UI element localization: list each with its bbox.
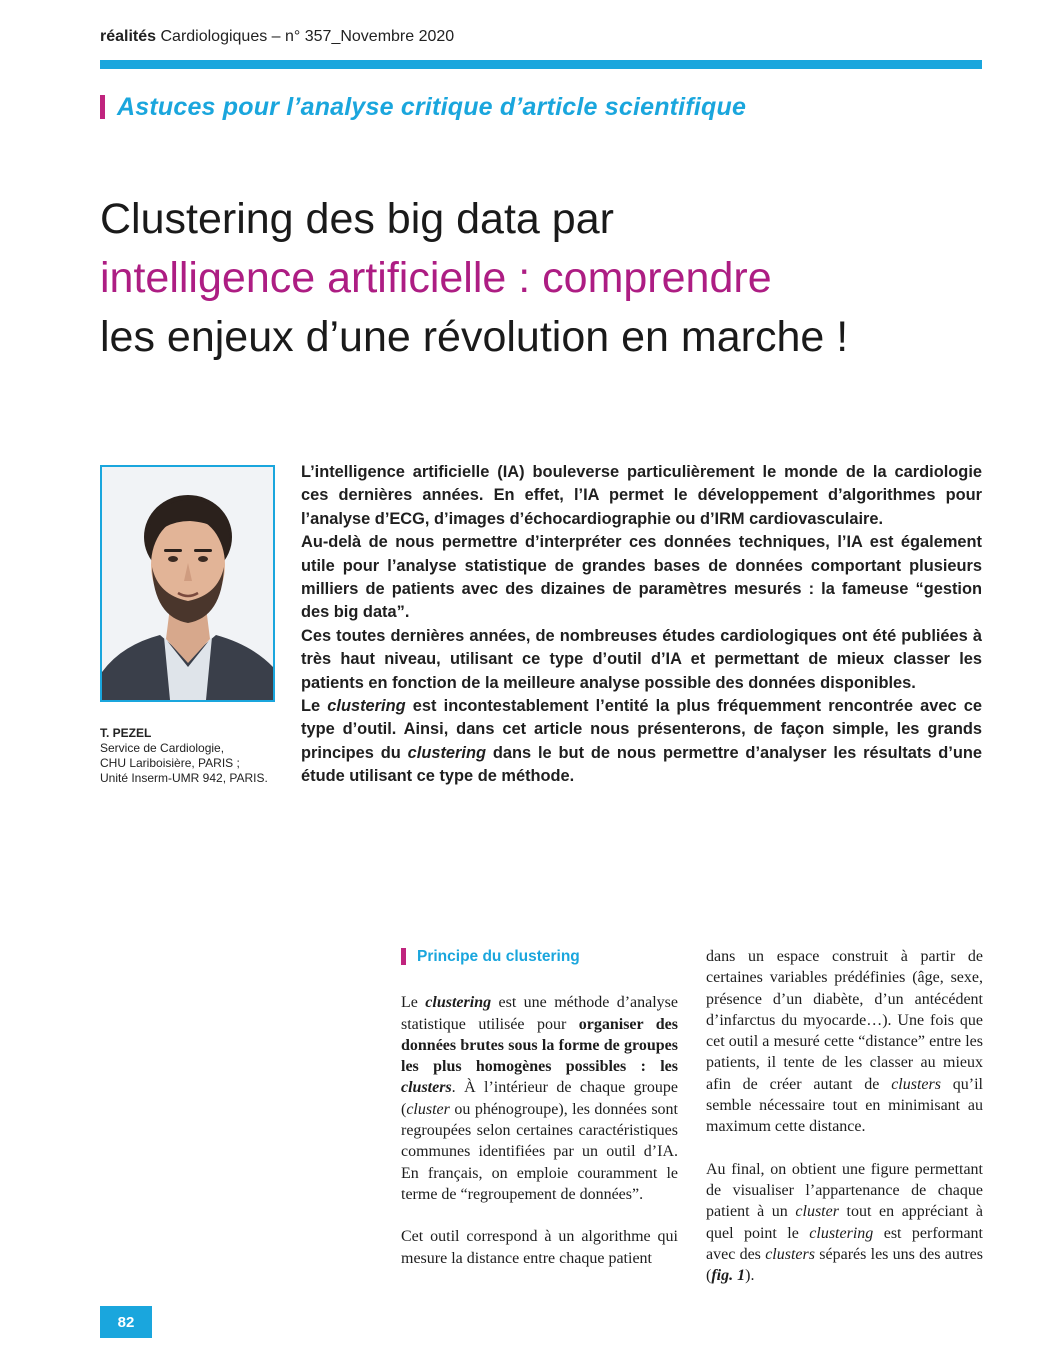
title-line-2: intelligence artificielle : comprendre: [100, 254, 772, 302]
body-column-1: [401, 943, 678, 1290]
header-rule: [100, 60, 982, 69]
author-affiliation-3: Unité Inserm-UMR 942, PARIS.: [100, 771, 268, 785]
body-paragraph-1: Le clustering est une méthode d’analyse statistique utilisée pour organiser des données brutes sous la forme de groupes les plus homogènes possibles : les clusters. À l’intérieur de chaque groupe (cluster ou phénogroupe), les données sont regroupées selon certaines caractéristiques communes identifiées par un outil d’IA. En français, on emploie couramment le terme de “regroupement de données”.: [401, 994, 679, 1203]
article-title: [100, 190, 1000, 367]
title-line-3: les enjeux d’une révolution en marche !: [100, 313, 849, 361]
intro-paragraph-2: Au-delà de nous permettre d’interpréter ces données techniques, l’IA est également utile pour l’analyse statistique de grandes bases de données comportant plusieurs milliers de patients avec des dizaines de paramètres mesurés : la fameuse “gestion des big data”.: [301, 533, 982, 622]
journal-name: réalités: [100, 28, 157, 45]
rubric-marker: [100, 95, 105, 119]
body-paragraph-3: dans un espace construit à partir de certaines variables prédéfinies (âge, sexe, présence d’un diabète, d’un antécédent d’infarctus du myocarde…). Une fois que cet outil a mesuré cette “distance” entre les patients, il tente de les classer au mieux afin de créer autant de clusters qu’il semble nécessaire tout en minimisant au maximum cette distance.: [706, 948, 983, 1136]
intro-paragraph-4: Le clustering est incontestablement l’entité la plus fréquemment rencontrée avec ce type d’outil. Ainsi, dans cet article nous présenterons, de façon simple, les grands principes du clustering dans le but de nous permettre d’analyser les résultats d’une étude utilisant ce type de méthode.: [301, 697, 982, 786]
section-heading-text: Principe du clustering: [417, 948, 580, 965]
section-marker: [401, 948, 406, 965]
section-heading: [401, 946, 678, 967]
intro-abstract: [301, 461, 982, 789]
author-affiliation-2: CHU Lariboisière, PARIS ;: [100, 756, 240, 770]
author-affiliation-1: Service de Cardiologie,: [100, 741, 225, 755]
intro-paragraph-3: Ces toutes dernières années, de nombreuses études cardiologiques ont été publiées à très haut niveau, utilisant ce type d’outil d’IA et permettant de mieux classer les patients en fonction de la meilleure analyse possible des données disponibles.: [301, 626, 982, 692]
author-name: T. PEZEL: [100, 726, 152, 740]
rubric-banner: [100, 92, 746, 122]
running-header: [100, 28, 454, 46]
issue-info: Cardiologiques – n° 357_Novembre 2020: [156, 28, 455, 45]
title-line-1: Clustering des big data par: [100, 195, 614, 243]
author-portrait-image: [102, 467, 273, 700]
body-paragraph-2: Cet outil correspond à un algorithme qui mesure la distance entre chaque patient: [401, 1228, 678, 1267]
page-number: 82: [100, 1306, 152, 1338]
intro-paragraph-1: L’intelligence artificielle (IA) bouleverse particulièrement le monde de la cardiologie ces dernières années. En effet, l’IA permet le développement d’algorithmes pour l’analyse d’ECG, d’images d’échocardiographie ou d’IRM cardiovasculaire.: [301, 463, 982, 528]
rubric-title: Astuces pour l’analyse critique d’article scientifique: [117, 92, 747, 121]
body-paragraph-4: Au final, on obtient une figure permettant de visualiser l’appartenance de chaque patient à un cluster tout en appréciant à quel point le clustering est performant avec des clusters séparés les uns des autres (fig. 1).: [706, 1160, 984, 1285]
author-photo: [100, 465, 275, 702]
author-block: [100, 726, 290, 786]
body-column-2: [706, 946, 983, 1307]
